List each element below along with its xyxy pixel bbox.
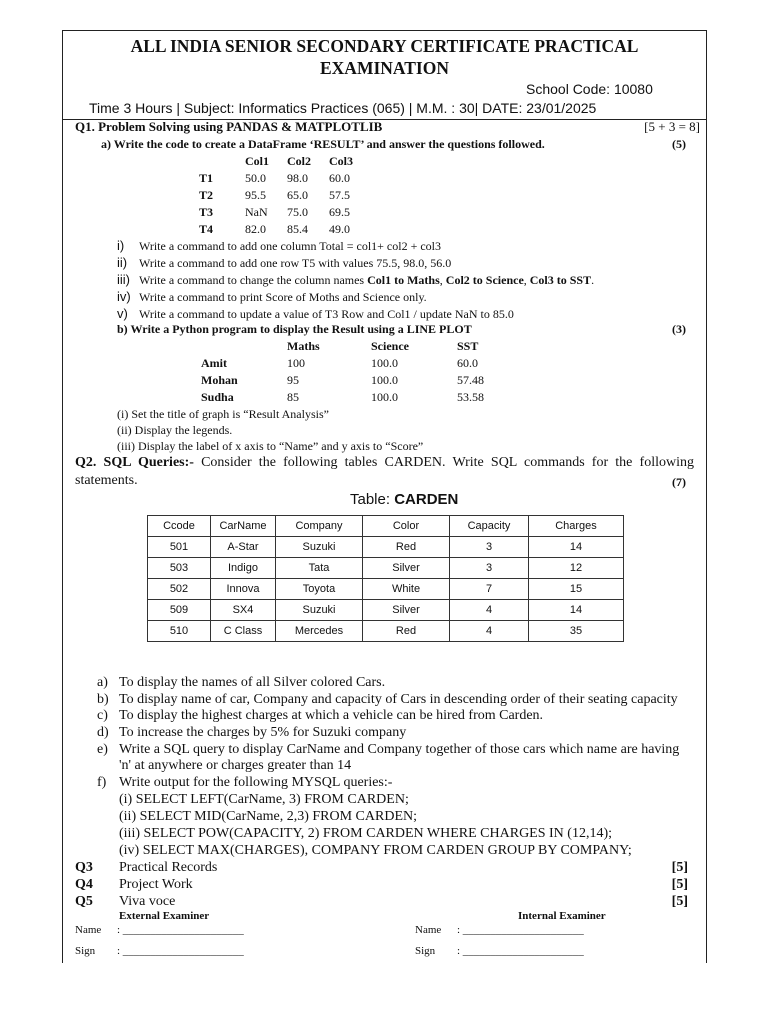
q2-item: c) To display the highest charges at which a vehicle can be hired from Carden. [97,708,544,723]
q1b-item: (i) Set the title of graph is “Result Analysis” [117,407,329,421]
q2-item: 'n' at anywhere or charges greater than 14 [119,758,352,773]
df-cell: 60.0 [329,171,350,185]
df-row-label: T1 [199,171,214,185]
sql-query: (i) SELECT LEFT(CarName, 3) FROM CARDEN; [119,792,409,807]
plot-cell: 100.0 [371,373,398,387]
table-row: 509 SX4 Suzuki Silver 4 14 [148,600,624,621]
internal-examiner-label: Internal Examiner [518,910,606,922]
result-dataframe [199,153,371,238]
df-col-header: Col1 [245,154,269,168]
df-cell: 75.0 [287,205,308,219]
q2-item: a) To display the names of all Silver colored Cars. [97,675,386,690]
plot-cell: 95 [287,373,299,387]
q1b-item: (iii) Display the label of x axis to “Name” and y axis to “Score” [117,439,424,453]
internal-name-label: Name [415,924,442,936]
exam-info: Time 3 Hours | Subject: Informatics Practices (065) | M.M. : 30| DATE: 23/01/2025 [89,100,597,116]
internal-name-line: : ______________________ [457,924,584,936]
plot-row-label: Sudha [201,390,234,404]
external-sign-line: : ______________________ [117,945,244,957]
q2-item: e) Write a SQL query to display CarName and Company together of those cars which name are having [97,742,680,757]
df-cell: 69.5 [329,205,350,219]
carden-header-row [148,516,624,537]
carden-col-header: Company [276,516,363,537]
q5-row: Q5 Viva voce [75,894,176,909]
q1b-text: b) Write a Python program to display the Result using a LINE PLOT [117,322,472,336]
df-cell: 95.5 [245,188,266,202]
table-row: 502 Innova Toyota White 7 15 [148,579,624,600]
df-cell: 57.5 [329,188,350,202]
q1-title: Q1. Problem Solving using PANDAS & MATPLOTLIB [75,119,383,134]
q1a-marks: (5) [672,137,686,151]
df-row [199,170,371,187]
carden-col-header: Ccode [148,516,211,537]
q3-row: Q3 Practical Records [75,860,218,875]
df-header-row [199,153,371,170]
q1a-item: iv) Write a command to print Score of Moths and Science only. [117,289,427,304]
q3-marks: [5] [671,860,688,875]
q1a-item: i) Write a command to add one column Total = col1+ col2 + col3 [117,238,442,253]
q2-item: b) To display name of car, Company and capacity of Cars in descending order of their seating capacity [97,692,678,707]
sql-query: (iii) SELECT POW(CAPACITY, 2) FROM CARDEN WHERE CHARGES IN (12,14); [119,826,613,841]
plot-row [201,389,507,406]
plot-col-header: SST [457,339,479,353]
external-name-label: Name [75,924,102,936]
plot-cell: 85 [287,390,299,404]
plot-row [201,372,507,389]
exam-paper [62,30,707,963]
q2-intro: Q2. SQL Queries:- Consider the following tables CARDEN. Write SQL commands for the following [75,455,694,470]
title-line-2: EXAMINATION [320,58,449,78]
q1-marks: [5 + 3 = 8] [644,119,700,134]
df-row-label: T4 [199,222,214,236]
title-line-1: ALL INDIA SENIOR SECONDARY CERTIFICATE PRACTICAL [130,36,639,56]
table-row: 501 A-Star Suzuki Red 3 14 [148,537,624,558]
table-row: 503 Indigo Tata Silver 3 12 [148,558,624,579]
carden-col-header: Capacity [450,516,529,537]
df-cell: 49.0 [329,222,350,236]
external-examiner-label: External Examiner [119,910,210,922]
df-cell: NaN [245,205,268,219]
df-row [199,187,371,204]
q5-marks: [5] [671,894,688,909]
sql-query: (ii) SELECT MID(CarName, 2,3) FROM CARDEN; [119,809,417,824]
df-row [199,204,371,221]
q1b-item: (ii) Display the legends. [117,423,233,437]
q4-marks: [5] [671,877,688,892]
internal-sign-line: : ______________________ [457,945,584,957]
df-cell: 82.0 [245,222,266,236]
q1a-text: a) Write the code to create a DataFrame ‘RESULT’ and answer the questions followed. [101,137,545,151]
df-col-header: Col3 [329,154,353,168]
school-code: School Code: 10080 [526,81,653,97]
q4-row: Q4 Project Work [75,877,193,892]
q2-intro-line2: statements. [75,473,138,488]
df-cell: 98.0 [287,171,308,185]
carden-col-header: CarName [211,516,276,537]
df-col-header: Col2 [287,154,311,168]
plot-row-label: Mohan [201,373,238,387]
table-row: 510 C Class Mercedes Red 4 35 [148,621,624,642]
carden-table [147,515,624,642]
carden-col-header: Charges [529,516,624,537]
result-plot-table [201,338,507,406]
q1b-marks: (3) [672,322,686,336]
q2-item: d) To increase the charges by 5% for Suzuki company [97,725,407,740]
df-row-label: T2 [199,188,214,202]
plot-col-header: Maths [287,339,320,353]
internal-sign-label: Sign [415,945,436,957]
plot-cell: 53.58 [457,390,484,404]
df-row [199,221,371,238]
q1a-item: ii) Write a command to add one row T5 with values 75.5, 98.0, 56.0 [117,255,452,270]
plot-header-row [201,338,507,355]
plot-cell: 57.48 [457,373,484,387]
table-caption: Table: CARDEN [350,491,459,508]
plot-cell: 100 [287,356,305,370]
q2-item: f) Write output for the following MYSQL queries:- [97,775,393,790]
carden-col-header: Color [363,516,450,537]
external-name-line: : ______________________ [117,924,244,936]
plot-row-label: Amit [201,356,227,370]
q2-marks: (7) [672,475,686,489]
plot-col-header: Science [371,339,409,353]
plot-cell: 60.0 [457,356,478,370]
q1a-item: iii) Write a command to change the column names Col1 to Maths, Col2 to Science, Col3 to SST. [117,272,595,287]
q1a-item: v) Write a command to update a value of T3 Row and Col1 / update NaN to 85.0 [117,306,514,321]
sql-query: (iv) SELECT MAX(CHARGES), COMPANY FROM CARDEN GROUP BY COMPANY; [119,843,632,858]
plot-cell: 100.0 [371,356,398,370]
df-cell: 50.0 [245,171,266,185]
df-cell: 65.0 [287,188,308,202]
df-row-label: T3 [199,205,214,219]
df-cell: 85.4 [287,222,308,236]
plot-row [201,355,507,372]
plot-cell: 100.0 [371,390,398,404]
external-sign-label: Sign [75,945,96,957]
